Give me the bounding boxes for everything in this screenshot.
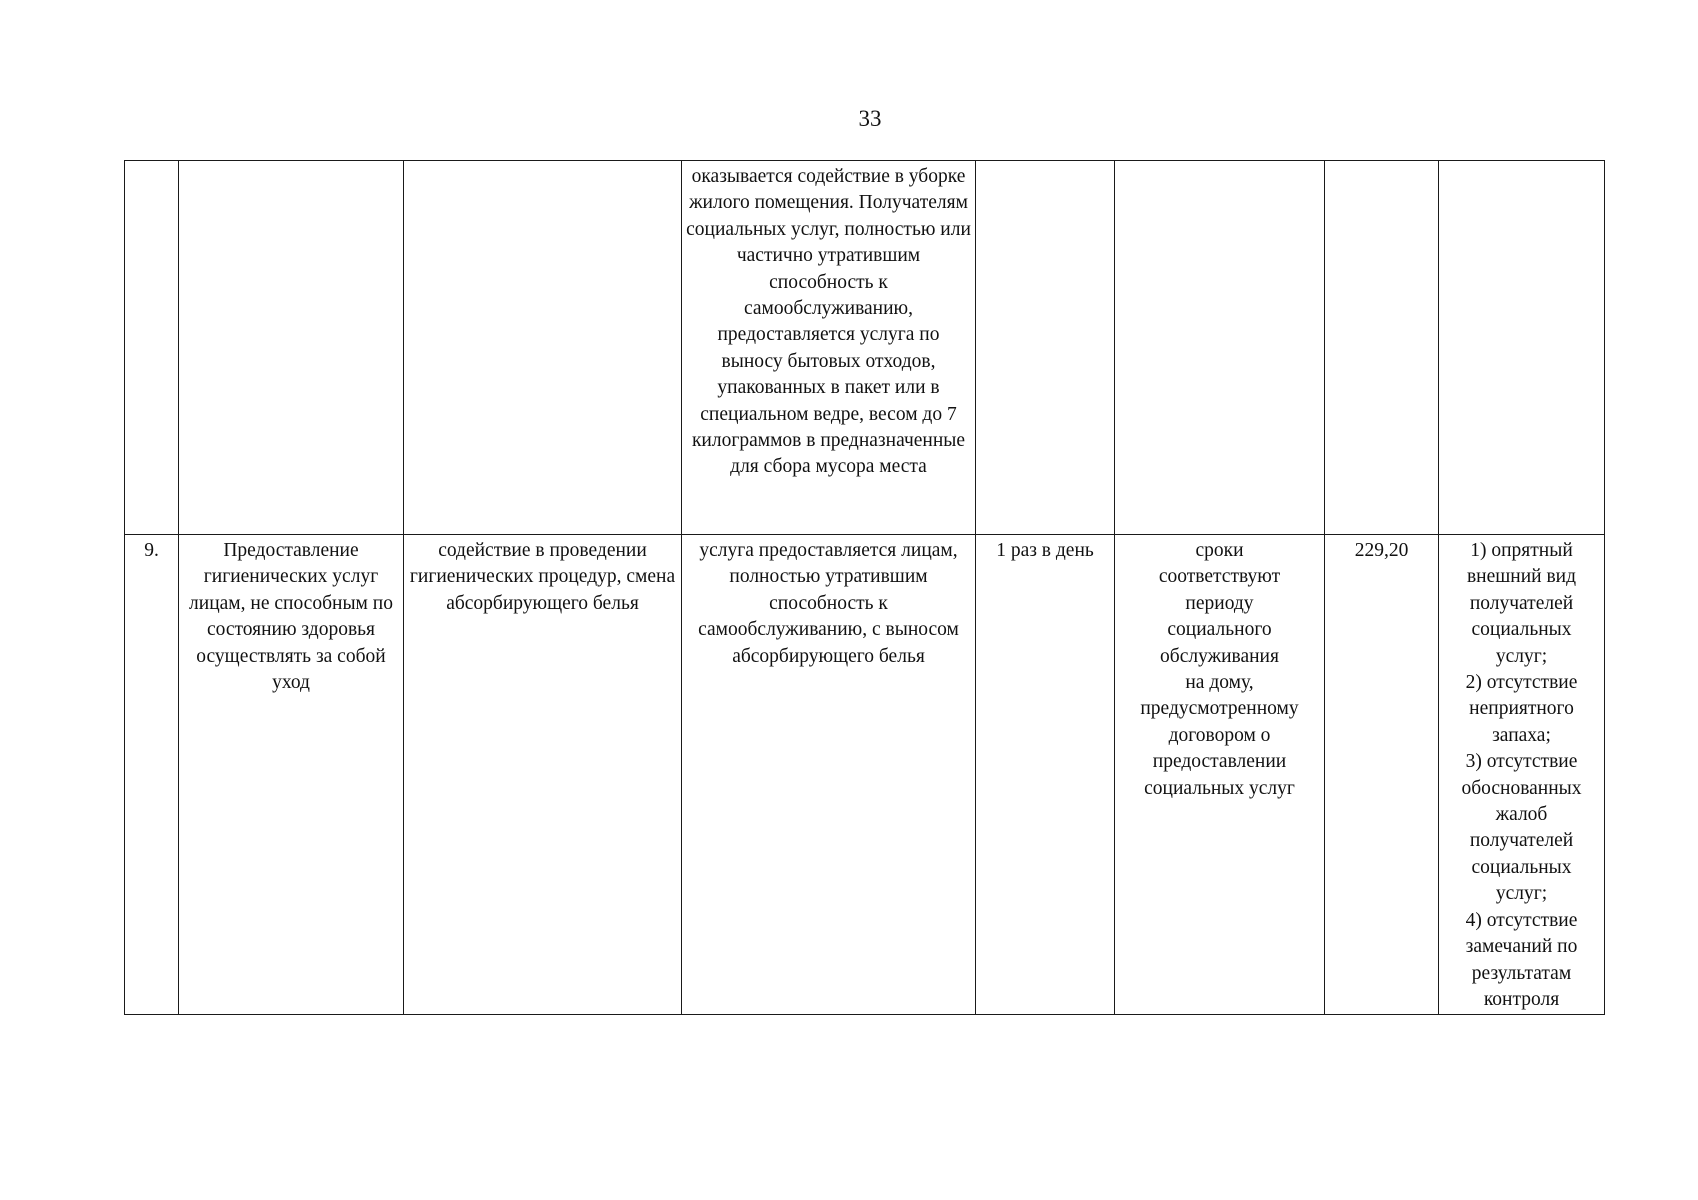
cell-service-name <box>179 161 404 535</box>
cell-criteria <box>1439 161 1605 535</box>
cell-content: содействие в проведении гигиенических процедур, смена абсорбирующего белья <box>404 535 682 1015</box>
cell-price: 229,20 <box>1325 535 1439 1015</box>
table-row-continuation <box>125 161 1605 535</box>
cell-service-name: Предоставление гигиенических услуг лицам, не способным по состоянию здоровья осуществлять за собой уход <box>179 535 404 1015</box>
cell-criteria: 1) опрятный внешний вид получателей социальных услуг; 2) отсутствие неприятного запаха; 3) отсутствие обоснованных жалоб получателей социальных услуг; 4) отсутствие замечаний по результатам контроля <box>1439 535 1605 1015</box>
cell-number <box>125 161 179 535</box>
table-row-9 <box>125 535 1605 1015</box>
cell-frequency: 1 раз в день <box>976 535 1115 1015</box>
cell-frequency <box>976 161 1115 535</box>
cell-price <box>1325 161 1439 535</box>
cell-content <box>404 161 682 535</box>
cell-description: оказывается содействие в уборке жилого помещения. Получателям социальных услуг, полностью или частично утратившим способность к самообслуживанию, предоставляется услуга по выносу бытовых отходов, упакованных в пакет или в специальном ведре, весом до 7 килограммов в предназначенные для сбора мусора места <box>682 161 976 535</box>
cell-terms <box>1115 161 1325 535</box>
page-number: 33 <box>858 106 882 131</box>
cell-description: услуга предоставляется лицам, полностью утратившим способность к самообслуживанию, с выносом абсорбирующего белья <box>682 535 976 1015</box>
services-table <box>124 160 1605 1015</box>
cell-terms: сроки соответствуют периоду социального обслуживания на дому, предусмотренному договором о предоставлении социальных услуг <box>1115 535 1325 1015</box>
cell-number: 9. <box>125 535 179 1015</box>
